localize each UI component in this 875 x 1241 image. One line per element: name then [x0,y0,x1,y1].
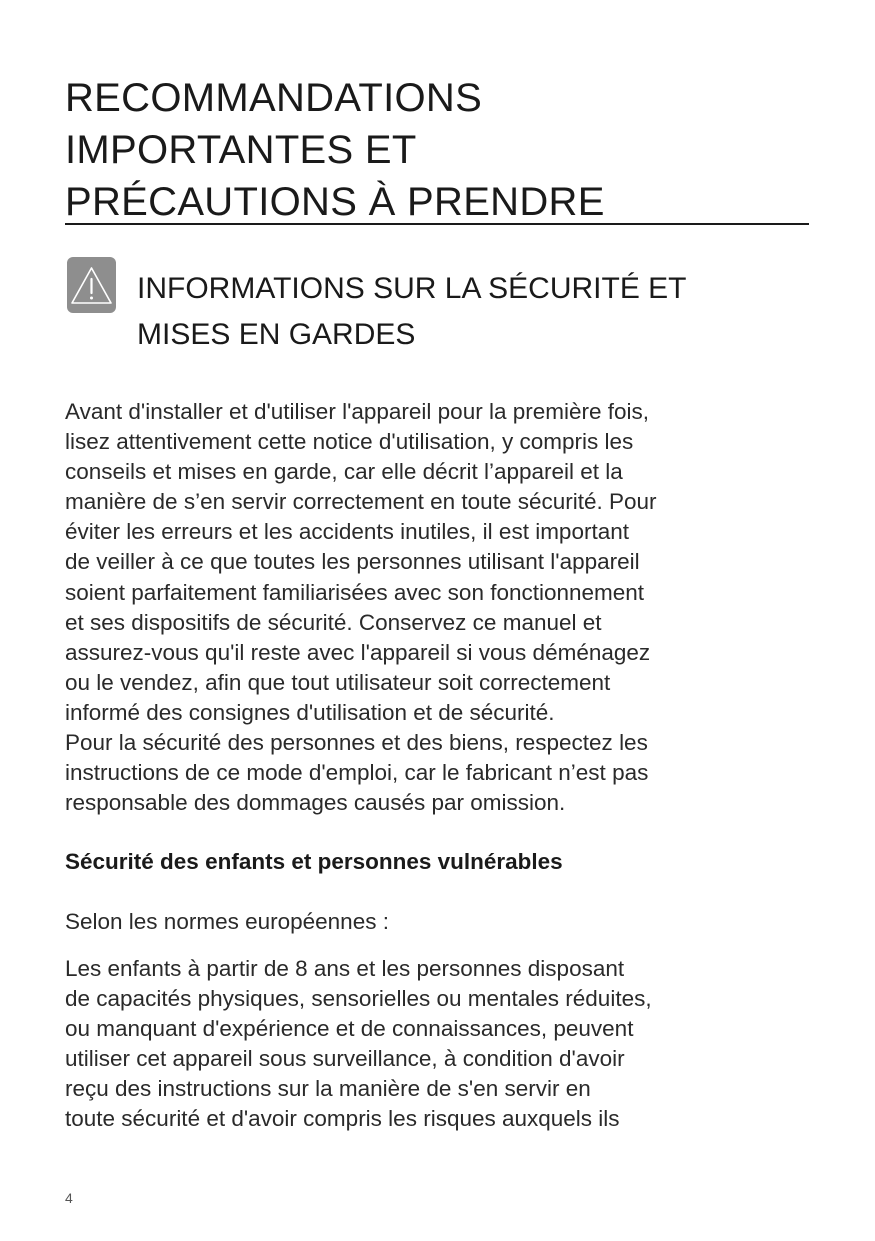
paragraph-line: instructions de ce mode d'emploi, car le fabricant n’est pas [65,760,649,786]
paragraph-line: assurez-vous qu'il reste avec l'appareil si vous déménagez [65,639,651,665]
paragraph-line: lisez attentivement cette notice d'utilisation, y compris les [65,429,634,455]
page-title [65,72,809,228]
paragraph-line: utiliser cet appareil sous surveillance, à condition d'avoir [65,1046,625,1072]
page-title-line: PRÉCAUTIONS À PRENDRE [65,180,605,224]
paragraph-line: ou le vendez, afin que tout utilisateur soit correctement [65,669,611,695]
paragraph-line: manière de s’en servir correctement en toute sécurité. Pour [65,489,657,515]
section-title-line: MISES EN GARDES [137,318,416,351]
paragraph-line: soient parfaitement familiarisées avec son fonctionnement [65,579,645,605]
page-number: 4 [65,1190,73,1206]
paragraph-line: toute sécurité et d'avoir compris les risques auxquels ils [65,1106,620,1132]
intro-paragraph [65,397,825,818]
paragraph-line: ou manquant d'expérience et de connaissances, peuvent [65,1016,634,1042]
paragraph-line: Selon les normes européennes : [65,909,389,934]
paragraph-line: de capacités physiques, sensorielles ou mentales réduites, [65,986,652,1012]
paragraph-line: de veiller à ce que toutes les personnes utilisant l'appareil [65,549,640,575]
title-underline [65,223,809,225]
warning-triangle-icon [67,257,116,313]
page-title-line: RECOMMANDATIONS [65,76,483,120]
paragraph-line: éviter les erreurs et les accidents inutiles, il est important [65,519,629,545]
section-title [137,266,817,358]
paragraph-line: responsable des dommages causés par omission. [65,790,566,816]
paragraph-line: reçu des instructions sur la manière de s'en servir en [65,1076,591,1102]
norms-paragraph [65,907,825,937]
paragraph-line: Avant d'installer et d'utiliser l'appareil pour la première fois, [65,399,650,424]
paragraph-line: informé des consignes d'utilisation et de sécurité. [65,699,555,725]
page-title-line: IMPORTANTES ET [65,128,417,172]
paragraph-line: conseils et mises en garde, car elle décrit l’appareil et la [65,459,623,485]
subheading-child-safety: Sécurité des enfants et personnes vulnérables [65,849,563,874]
paragraph-line: Pour la sécurité des personnes et des biens, respectez les [65,730,648,756]
paragraph-line: Les enfants à partir de 8 ans et les personnes disposant [65,956,625,981]
section-title-line: INFORMATIONS SUR LA SÉCURITÉ ET [137,272,687,305]
paragraph-line: et ses dispositifs de sécurité. Conservez ce manuel et [65,609,602,635]
children-paragraph [65,954,825,1135]
